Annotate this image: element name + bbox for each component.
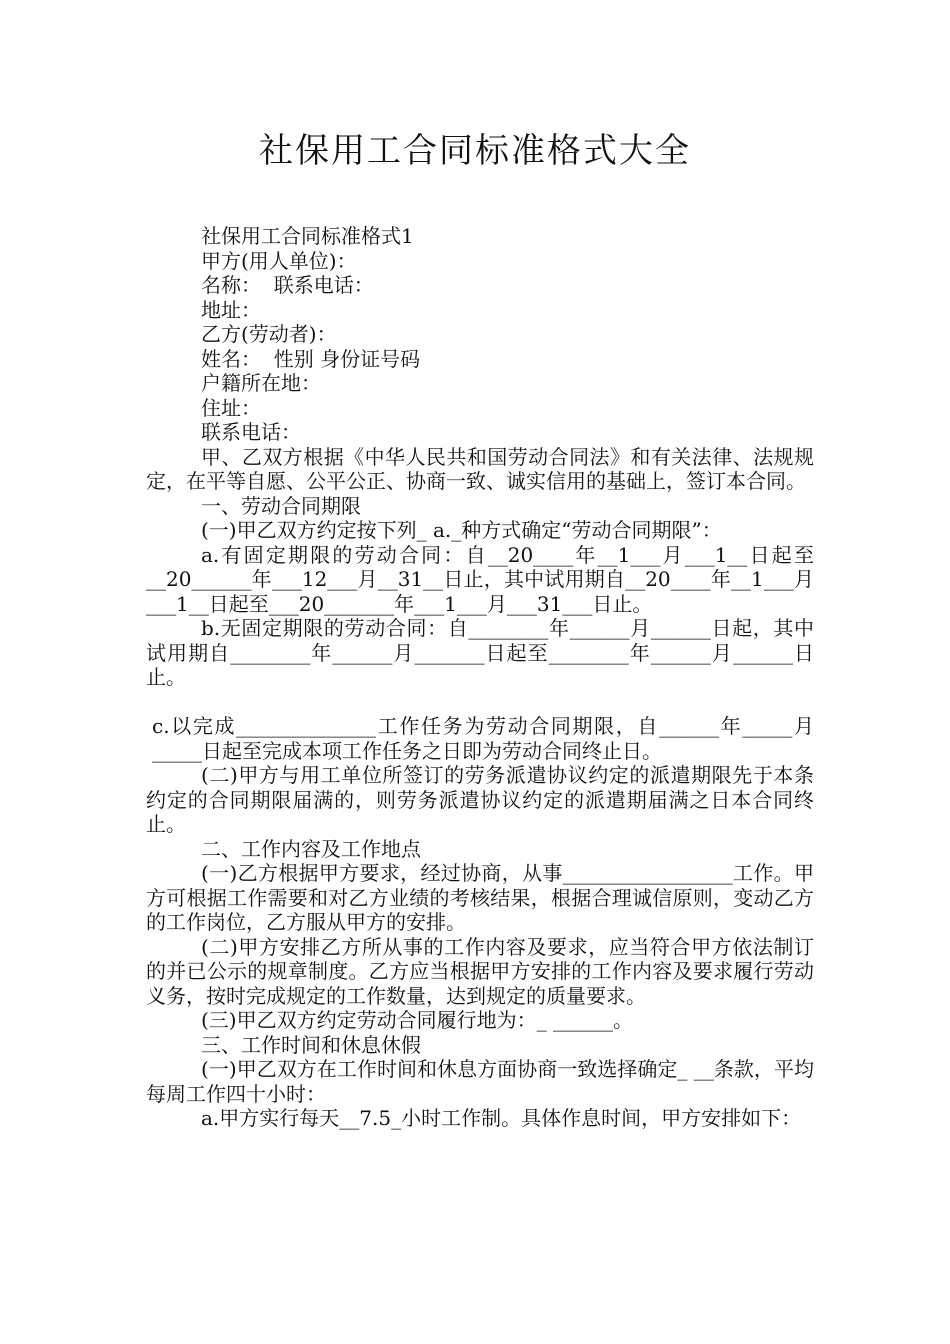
section-3-heading: 三、工作时间和休息休假 [201,1032,421,1057]
preamble-paragraph: 甲、乙双方根据《中华人民共和国劳动合同法》和有关法律、法规规定，在平等自愿、公平公正、协商一致、诚实信用的基础上，签订本合同。 [146,444,814,493]
section-3-item-1: (一)甲乙双方在工作时间和休息方面协商一致选择确定_ __条款，平均每周工作四十小时： [146,1057,814,1106]
contract-heading: 社保用工合同标准格式1 [201,224,414,248]
section-1-option-b: b.无固定期限的劳动合同：自________年______月______日起，其中试用期自________年______月_______日起至________年______月______日止。 [146,616,814,689]
document-title: 社保用工合同标准格式大全 [259,131,691,171]
party-b-label: 乙方(劳动者)： [201,322,337,346]
section-2-item-3: (三)甲乙双方约定劳动合同履行地为：_ ______。 [201,1008,633,1032]
party-a-name-phone: 名称： 联系电话： [201,273,374,297]
party-b-household: 户籍所在地： [201,371,321,395]
section-1-item-1: (一)甲乙双方约定按下列_ a._种方式确定“劳动合同期限”： [201,518,722,542]
section-2-heading: 二、工作内容及工作地点 [201,836,421,861]
section-1-option-a: a.有固定期限的劳动合同：自__20____年__1___月___1__日起至__20______年___12___月__31__日止，其中试用期自__20____年__1___月___1__日起至___20_______年___1___月___31___日止。 [146,542,814,616]
party-b-phone: 联系电话： [201,420,301,444]
party-b-residence: 住址： [201,395,261,420]
party-a-address: 地址： [201,297,261,322]
section-2-item-1: (一)乙方根据甲方要求，经过协商，从事_________________工作。甲方可根据工作需要和对乙方业绩的考核结果，根据合理诚信原则，变动乙方的工作岗位，乙方服从甲方的安排。 [146,861,814,934]
section-3-option-a: a.甲方实行每天__7.5_小时工作制。具体作息时间，甲方安排如下： [201,1106,802,1130]
party-a-label: 甲方(用人单位)： [201,248,357,273]
document-body [146,224,814,1131]
section-2-item-2: (二)甲方安排乙方所从事的工作内容及要求，应当符合甲方依法制订的并已公示的规章制度。乙方应当根据甲方安排的工作内容及要求履行劳动义务，按时完成规定的工作数量，达到规定的质量要求。 [146,934,814,1008]
section-1-heading: 一、劳动合同期限 [201,493,361,518]
party-b-name-gender-id: 姓名： 性别 身份证号码 [201,346,421,371]
section-1-item-2: (二)甲方与用工单位所签订的劳务派遣协议约定的派遣期限先于本条约定的合同期限届满的，则劳务派遣协议约定的派遣期届满之日本合同终止。 [146,763,814,836]
section-1-option-c: c.以完成______________工作任务为劳动合同期限，自______年_____月_____日起至完成本项工作任务之日即为劳动合同终止日。 [152,714,814,763]
